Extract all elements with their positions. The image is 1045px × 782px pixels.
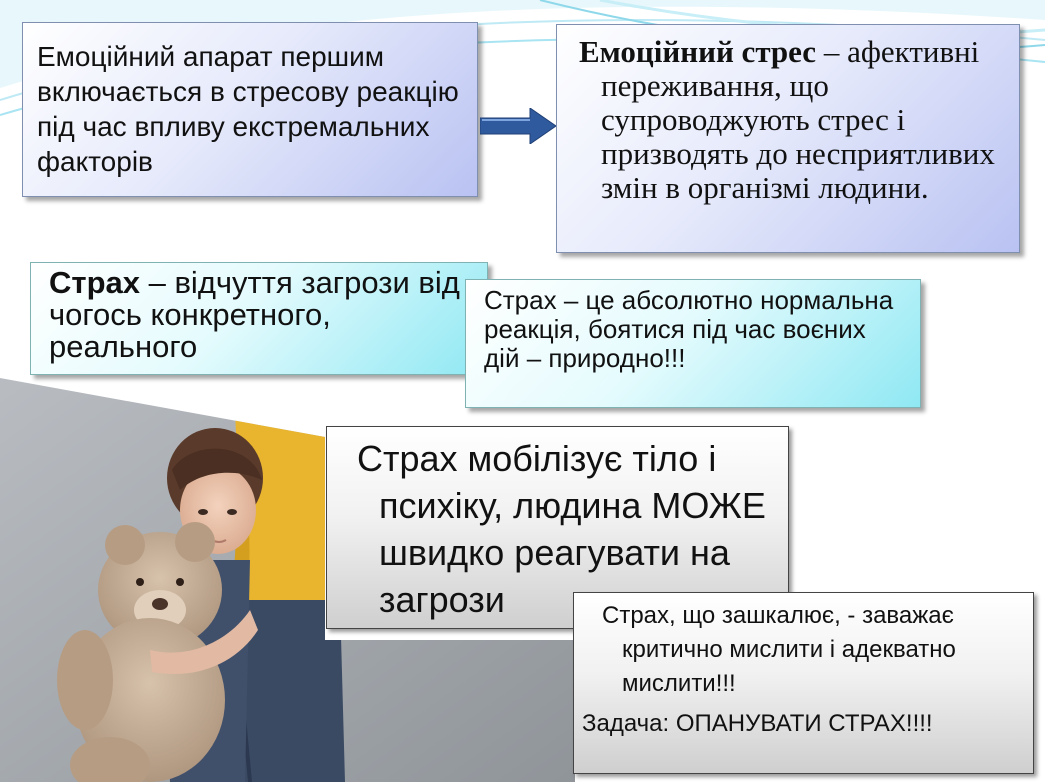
fear-is-normal-text: Страх – це абсолютно нормальна реакція, боятися під час воєних дій – природно!!! xyxy=(484,285,894,373)
excessive-fear-text: Страх, що зашкалює, - заважає критично мислити і адекватно мислити!!! xyxy=(602,602,956,697)
fear-term: Страх xyxy=(49,265,140,300)
emotional-apparatus-text: Емоційний апарат першим включається в стресову реакцію під час впливу екстремальних факторів xyxy=(37,41,459,177)
emotional-apparatus-note xyxy=(22,22,478,197)
emotional-stress-definition-text: – афективні переживання, що супроводжують стрес і призводять до несприятливих змін в організмі людини. xyxy=(601,34,995,205)
right-arrow-icon xyxy=(480,108,556,144)
fear-mobilizes-text: Страх мобілізує тіло і психіку, людина МОЖЕ швидко реагувати на загрози xyxy=(357,438,766,620)
fear-is-normal-note xyxy=(465,279,921,408)
task-text: Задача: ОПАНУВАТИ СТРАХ!!!! xyxy=(582,710,933,737)
fear-definition-text: – відчуття загрози від чогось конкретного, реального xyxy=(49,265,460,364)
emotional-stress-definition xyxy=(556,24,1020,253)
excessive-fear-note xyxy=(573,592,1034,774)
emotional-stress-term: Емоційний стрес xyxy=(579,34,817,69)
emotional-stress-paragraph xyxy=(579,35,1005,205)
fear-definition xyxy=(30,262,488,375)
